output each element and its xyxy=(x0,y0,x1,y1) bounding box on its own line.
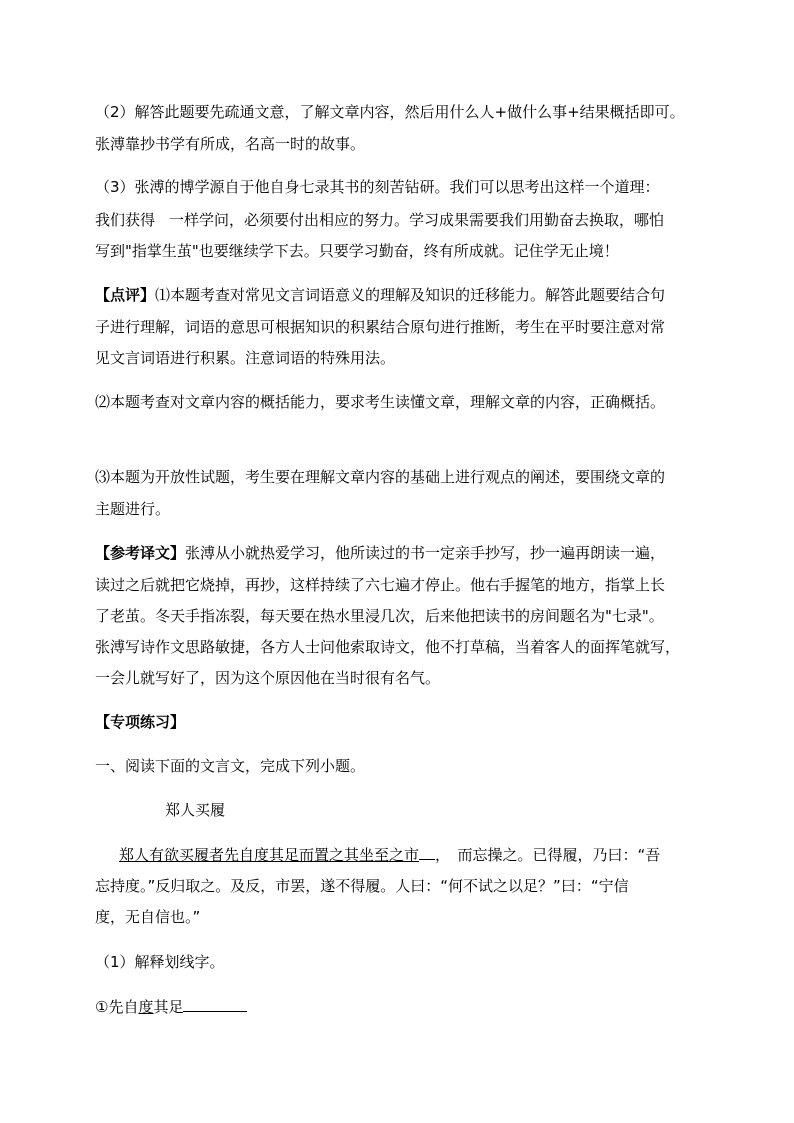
passage-underlined-sentence: 郑人有欲买履者先自度其足而置之其坐至之市 xyxy=(119,846,420,864)
fill-item1 xyxy=(95,997,247,1017)
passage-line2: 忘持度。”反归取之。及反，市罢，遂不得履。人曰：“何不试之以足？”曰：“宁信 xyxy=(95,877,629,895)
answer-blank[interactable] xyxy=(183,997,247,1012)
answer3-line1: （3）张溥的博学源自于他自身七录其书的刻苦钻研。我们可以思考出这样一个道理： xyxy=(95,178,660,196)
comment-line3: 见文言词语进行积累。注意词语的特殊用法。 xyxy=(95,349,396,367)
translation-tag: 【参考译文】 xyxy=(95,544,186,562)
passage-line1-rest: ， 而忘操之。已得履，乃曰：“吾 xyxy=(435,846,661,864)
comment-line2: 子进行理解，词语的意思可根据知识的积累结合原句进行推断，考生在平时要注意对常 xyxy=(95,318,666,336)
practice-question1: 一、阅读下面的文言文，完成下列小题。 xyxy=(95,757,366,775)
comment-item2: ⑵本题考查对文章内容的概括能力，要求考生读懂文章，理解文章的内容，正确概括。 xyxy=(95,393,666,411)
fill-item1-suffix: 其足 xyxy=(153,998,184,1016)
comment-item3-line1: ⑶本题为开放性试题，考生要在理解文章内容的基础上进行观点的阐述，要围绕文章的 xyxy=(95,468,666,486)
fill-item1-target: 度 xyxy=(138,998,154,1016)
translation-line2: 读过之后就把它烧掉，再抄，这样持续了六七遍才停止。他右手握笔的地方，指掌上长 xyxy=(95,576,666,594)
comment-line1 xyxy=(95,285,665,305)
answer3-line2b: 一样学问，必须要付出相应的努力。学习成果需要我们用勤奋去换取，哪怕 xyxy=(169,211,665,229)
answer3-line2a: 我们获得 xyxy=(95,211,156,229)
comment-tag: 【点评】 xyxy=(95,286,156,304)
comment-line1-text: ⑴本题考查对常见文言词语意义的理解及知识的迁移能力。解答此题要结合句 xyxy=(155,286,666,304)
translation-line1-text: 张溥从小就热爱学习，他所读过的书一定亲手抄写，抄一遍再朗读一遍， xyxy=(185,544,666,562)
passage-line1 xyxy=(119,845,660,865)
passage-title: 郑人买履 xyxy=(165,801,226,819)
answer2-line2: 张溥靠抄书学有所成，名高一时的故事。 xyxy=(95,135,366,153)
answer2-line1: （2）解答此题要先疏通文意，了解文章内容，然后用什么人+做什么事+结果概括即可。 xyxy=(95,103,685,121)
practice-heading: 【专项练习】 xyxy=(95,713,186,731)
translation-line5: 一会儿就写好了，因为这个原因他在当时很有名气。 xyxy=(95,669,441,687)
answer3-line3: 写到"指掌生茧"也要继续学下去。只要学习勤奋，终有所成就。记住学无止境！ xyxy=(95,242,619,260)
comment-item3-line2: 主题进行。 xyxy=(95,500,171,518)
translation-line4: 张溥写诗作文思路敏捷，各方人士问他索取诗文，他不打草稿，当着客人的面挥笔就写， xyxy=(95,638,681,656)
sub-question1: （1）解释划线字。 xyxy=(95,953,225,971)
translation-line1 xyxy=(95,543,665,563)
translation-line3: 了老茧。冬天手指冻裂，每天要在热水里浸几次，后来他把读书的房间题名为"七录"。 xyxy=(95,607,664,625)
answer3-line2 xyxy=(95,210,664,230)
fill-item1-prefix: ①先自 xyxy=(95,998,139,1016)
passage-line3: 度，无自信也。” xyxy=(95,908,201,926)
